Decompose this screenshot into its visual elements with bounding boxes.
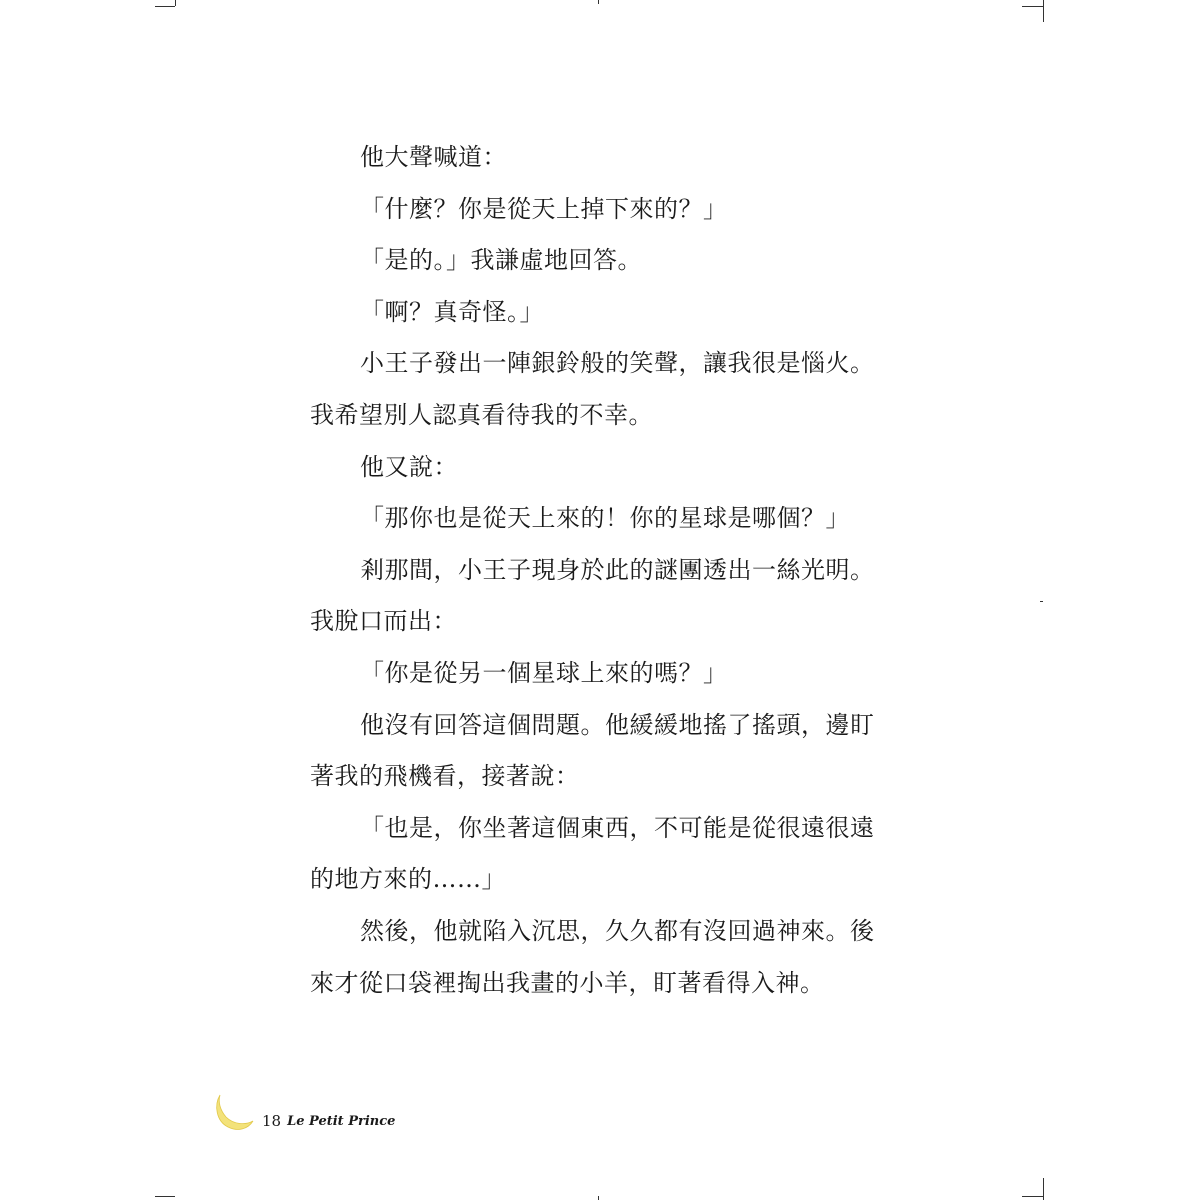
text-line: 他沒有回答這個問題。他緩緩地搖了搖頭，邊盯 [360, 710, 875, 739]
text-line: 「也是，你坐著這個東西，不可能是從很遠很遠 [360, 813, 875, 842]
text-line: 著我的飛機看，接著說： [310, 762, 580, 791]
crop-mark [1040, 601, 1043, 602]
crop-mark [175, 0, 176, 6]
crop-mark [155, 6, 175, 7]
crop-mark [1022, 1196, 1043, 1197]
text-line: 我希望別人認真看待我的不幸。 [310, 400, 653, 429]
text-line: 然後，他就陷入沉思，久久都有沒回過神來。後 [360, 916, 875, 945]
body-text [310, 132, 910, 1009]
page-footer [212, 1090, 395, 1134]
text-line: 「是的。」我謙虛地回答。 [360, 246, 642, 275]
text-line: 「啊？真奇怪。」 [360, 297, 544, 326]
crescent-moon-icon [212, 1091, 254, 1133]
crop-mark [155, 1196, 175, 1197]
text-line: 他大聲喊道： [360, 143, 507, 171]
text-line: 「那你也是從天上來的！你的星球是哪個？」 [360, 504, 850, 533]
text-line: 「什麼？你是從天上掉下來的？」 [360, 194, 728, 223]
text-line: 小王子發出一陣銀鈴般的笑聲，讓我很是惱火。 [360, 349, 875, 378]
text-line: 我脫口而出： [310, 607, 457, 636]
crop-mark [1043, 0, 1044, 22]
text-line: 的地方來的……」 [310, 865, 506, 894]
book-title: Le Petit Prince [287, 1113, 396, 1129]
crop-mark [598, 1196, 599, 1200]
text-line: 「你是從另一個星球上來的嗎？」 [360, 658, 728, 687]
text-line: 剎那間，小王子現身於此的謎團透出一絲光明。 [360, 555, 875, 584]
page-number: 18 [262, 1112, 282, 1130]
text-line: 他又說： [360, 452, 458, 481]
crop-mark [598, 0, 599, 4]
crop-mark [1043, 1178, 1044, 1200]
text-line: 來才從口袋裡掏出我畫的小羊，盯著看得入神。 [310, 968, 825, 997]
crop-mark [1022, 6, 1043, 7]
